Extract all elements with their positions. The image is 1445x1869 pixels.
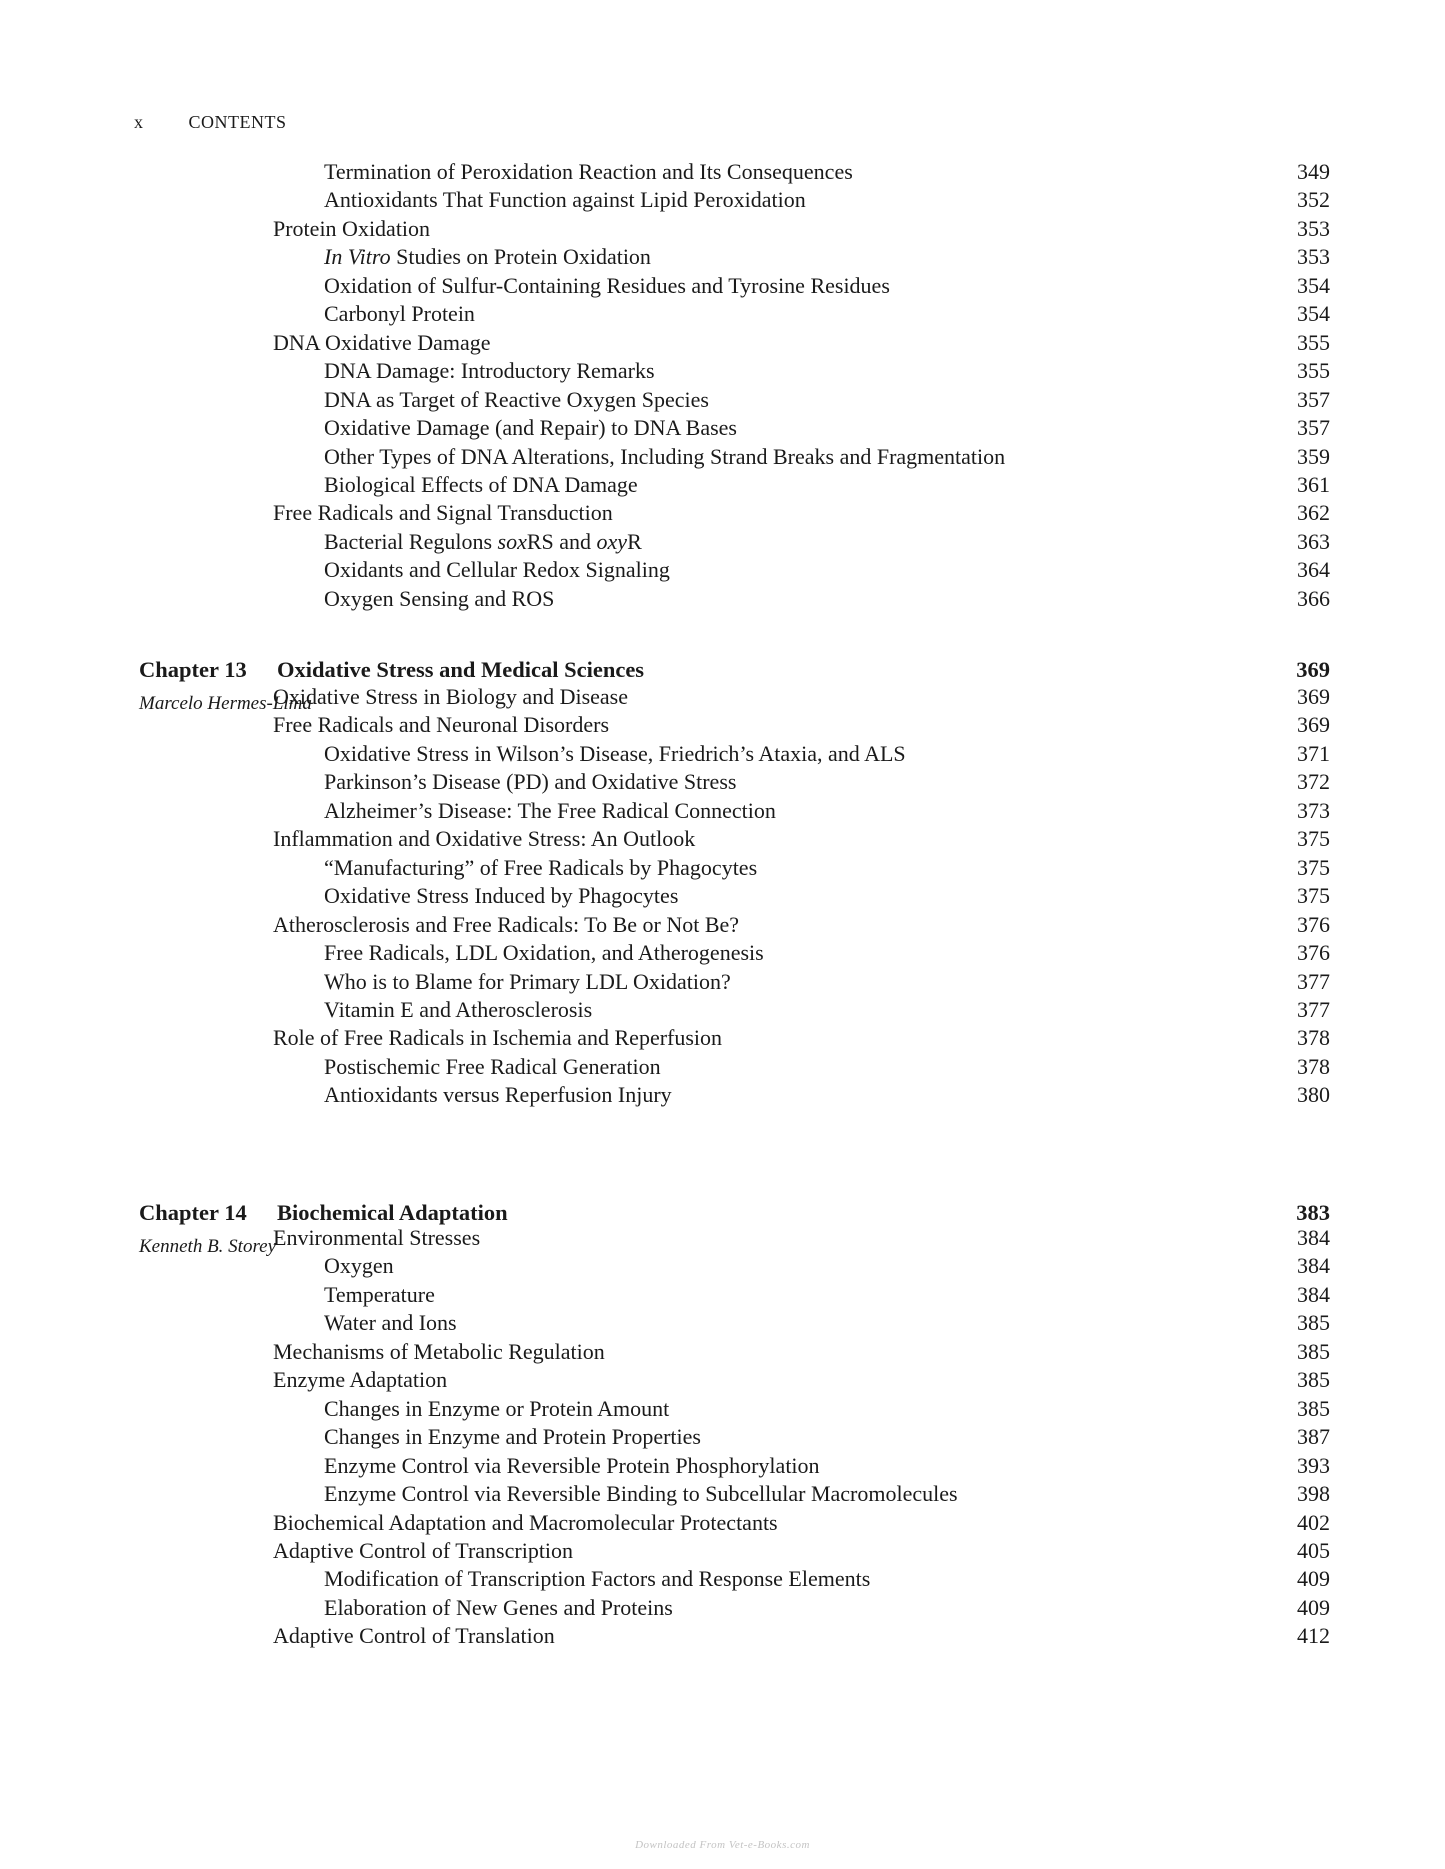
toc-page-number: 387 xyxy=(1297,1424,1330,1450)
toc-entry xyxy=(0,968,1445,996)
toc-entry xyxy=(0,1338,1445,1366)
toc-page-number: 385 xyxy=(1297,1395,1330,1421)
toc-entry-title: DNA Oxidative Damage xyxy=(273,329,491,355)
toc-entry xyxy=(0,471,1445,499)
toc-page-number: 354 xyxy=(1297,301,1330,327)
toc-entry-title: Protein Oxidation xyxy=(273,215,431,241)
toc-entry xyxy=(0,528,1445,556)
toc-entry-title: Who is to Blame for Primary LDL Oxidation? xyxy=(324,968,731,994)
toc-page-number: 362 xyxy=(1297,500,1330,526)
toc-page-number: 384 xyxy=(1297,1253,1330,1279)
toc-page-number: 402 xyxy=(1297,1509,1330,1535)
toc-entry-title: Oxidants and Cellular Redox Signaling xyxy=(324,557,670,583)
toc-entry xyxy=(0,1281,1445,1309)
toc-page-number: 377 xyxy=(1297,996,1330,1022)
toc-entry-title: Enzyme Adaptation xyxy=(273,1367,448,1393)
toc-page-number: 353 xyxy=(1297,244,1330,270)
toc-entry-title: Adaptive Control of Transcription xyxy=(273,1537,574,1563)
toc-entry-title: Free Radicals and Neuronal Disorders xyxy=(273,712,610,738)
toc-entry xyxy=(0,499,1445,527)
toc-entry-title: “Manufacturing” of Free Radicals by Phagocytes xyxy=(324,854,758,880)
toc-entry-title: Biological Effects of DNA Damage xyxy=(324,471,638,497)
toc-entry-title: Temperature xyxy=(324,1281,435,1307)
toc-entry-title: Oxidation of Sulfur-Containing Residues and Tyrosine Residues xyxy=(324,272,890,298)
chapter-page-number: 369 xyxy=(1296,657,1330,682)
toc-entry xyxy=(0,1053,1445,1081)
toc-entry xyxy=(0,1480,1445,1508)
toc-entry xyxy=(0,1081,1445,1109)
toc-page-number: 357 xyxy=(1297,386,1330,412)
toc-entry xyxy=(0,825,1445,853)
chapter-title: Biochemical Adaptation xyxy=(277,1200,508,1225)
toc-entry-title: Parkinson’s Disease (PD) and Oxidative Stress xyxy=(324,769,737,795)
toc-entry xyxy=(0,1537,1445,1565)
toc-entry-title: Termination of Peroxidation Reaction and Its Consequences xyxy=(324,159,853,184)
toc-page-number: 366 xyxy=(1297,585,1330,611)
toc-entry-title: Enzyme Control via Reversible Protein Phosphorylation xyxy=(324,1452,820,1478)
toc-entry-title: Changes in Enzyme or Protein Amount xyxy=(324,1395,670,1421)
toc-page-number: 355 xyxy=(1297,358,1330,384)
toc-entry xyxy=(0,1252,1445,1280)
toc-page-number: 354 xyxy=(1297,272,1330,298)
toc-entry xyxy=(0,357,1445,385)
toc-page-number: 385 xyxy=(1297,1367,1330,1393)
toc-entry-title: Free Radicals and Signal Transduction xyxy=(273,500,613,526)
toc-entry xyxy=(0,300,1445,328)
toc-page-number: 373 xyxy=(1297,797,1330,823)
toc-page-number: 349 xyxy=(1297,159,1330,184)
toc-page-number: 363 xyxy=(1297,528,1330,554)
toc-page-number: 369 xyxy=(1297,712,1330,738)
toc-page-number: 380 xyxy=(1297,1082,1330,1108)
toc-entry-title: Antioxidants That Function against Lipid Peroxidation xyxy=(324,187,806,213)
toc-entry xyxy=(0,711,1445,739)
toc-entry xyxy=(0,414,1445,442)
toc-page-number: 376 xyxy=(1297,911,1330,937)
toc-entry-title: Free Radicals, LDL Oxidation, and Atherogenesis xyxy=(324,940,764,966)
toc-entry-title: In Vitro Studies on Protein Oxidation xyxy=(324,244,651,270)
toc-entry-title: Oxidative Stress in Biology and Disease xyxy=(273,684,629,709)
toc-entry-title: Vitamin E and Atherosclerosis xyxy=(324,996,593,1022)
toc-entry xyxy=(0,768,1445,796)
toc-page-number: 357 xyxy=(1297,415,1330,441)
toc-entry-title: Oxidative Damage (and Repair) to DNA Bases xyxy=(324,415,737,441)
toc-entry-title: Antioxidants versus Reperfusion Injury xyxy=(324,1082,672,1108)
toc-entry-title: Oxidative Stress Induced by Phagocytes xyxy=(324,883,679,909)
toc-entry xyxy=(0,854,1445,882)
toc-page-number: 375 xyxy=(1297,826,1330,852)
toc-entry xyxy=(0,1509,1445,1537)
toc-page-number: 384 xyxy=(1297,1225,1330,1250)
toc-entry xyxy=(0,1224,1445,1252)
toc-entry xyxy=(0,683,1445,711)
toc-entry-title: Oxygen xyxy=(324,1253,394,1279)
toc-page-number: 385 xyxy=(1297,1310,1330,1336)
toc-entry xyxy=(0,1024,1445,1052)
toc-page-number: 409 xyxy=(1297,1594,1330,1620)
toc-entry xyxy=(0,939,1445,967)
toc-page-number: 355 xyxy=(1297,329,1330,355)
toc-entry xyxy=(0,996,1445,1024)
toc-entry xyxy=(0,1452,1445,1480)
toc-entry xyxy=(0,1366,1445,1394)
toc-entry-title: Carbonyl Protein xyxy=(324,301,475,327)
toc-entry-title: Bacterial Regulons soxRS and oxyR xyxy=(324,528,642,554)
toc-entry xyxy=(0,1395,1445,1423)
running-head xyxy=(134,112,287,133)
toc-entry xyxy=(0,158,1445,186)
toc-entry xyxy=(0,911,1445,939)
toc-entry xyxy=(0,882,1445,910)
toc-page-number: 409 xyxy=(1297,1566,1330,1592)
chapter-heading xyxy=(0,656,1445,684)
toc-entry-title: Atherosclerosis and Free Radicals: To Be or Not Be? xyxy=(273,911,740,937)
toc-page-number: 377 xyxy=(1297,968,1330,994)
toc-entry xyxy=(0,556,1445,584)
toc-entry-title: Elaboration of New Genes and Proteins xyxy=(324,1594,673,1620)
toc-page-number: 353 xyxy=(1297,215,1330,241)
chapter-page-number: 383 xyxy=(1296,1200,1330,1225)
toc-page-number: 393 xyxy=(1297,1452,1330,1478)
toc-entry-title: Role of Free Radicals in Ischemia and Reperfusion xyxy=(273,1025,723,1051)
toc-page-number: 405 xyxy=(1297,1537,1330,1563)
toc-entry xyxy=(0,243,1445,271)
toc-page-number: 364 xyxy=(1297,557,1330,583)
toc-entry xyxy=(0,1565,1445,1593)
toc-page-number: 384 xyxy=(1297,1281,1330,1307)
toc-entry-title: Environmental Stresses xyxy=(273,1225,481,1250)
toc-entry-title: Alzheimer’s Disease: The Free Radical Connection xyxy=(324,797,776,823)
toc-page-number: 371 xyxy=(1297,740,1330,766)
toc-entry xyxy=(0,585,1445,613)
toc-page-number: 375 xyxy=(1297,883,1330,909)
watermark: Downloaded From Vet-e-Books.com xyxy=(635,1839,810,1851)
chapter-label: Chapter 13 xyxy=(139,657,247,682)
toc-page-number: 352 xyxy=(1297,187,1330,213)
page-number: x xyxy=(134,112,144,132)
toc-entry xyxy=(0,272,1445,300)
toc-entry-title: Other Types of DNA Alterations, Including Strand Breaks and Fragmentation xyxy=(324,443,1006,469)
toc-entry-title: Adaptive Control of Translation xyxy=(273,1623,555,1649)
toc-entry xyxy=(0,386,1445,414)
toc-entry xyxy=(0,1423,1445,1451)
toc-page-number: 398 xyxy=(1297,1481,1330,1507)
toc-entry xyxy=(0,186,1445,214)
toc-page-number: 376 xyxy=(1297,940,1330,966)
toc-page-number: 375 xyxy=(1297,854,1330,880)
toc-entry-title: DNA as Target of Reactive Oxygen Species xyxy=(324,386,709,412)
toc-page-number: 359 xyxy=(1297,443,1330,469)
toc-entry-title: Oxygen Sensing and ROS xyxy=(324,585,555,611)
toc-entry-title: Mechanisms of Metabolic Regulation xyxy=(273,1338,605,1364)
toc-entry-title: Inflammation and Oxidative Stress: An Outlook xyxy=(273,826,696,852)
toc-entry-title: Enzyme Control via Reversible Binding to Subcellular Macromolecules xyxy=(324,1481,958,1507)
toc-entry xyxy=(0,740,1445,768)
toc-entry xyxy=(0,1594,1445,1622)
chapter-author: Marcelo Hermes-Lima xyxy=(139,693,312,714)
chapter-author: Kenneth B. Storey xyxy=(139,1236,277,1257)
chapter-heading xyxy=(0,1199,1445,1227)
toc-page-number: 385 xyxy=(1297,1338,1330,1364)
toc-page-number: 369 xyxy=(1297,684,1330,709)
toc-entry xyxy=(0,1309,1445,1337)
toc-page-number: 361 xyxy=(1297,471,1330,497)
chapter-title: Oxidative Stress and Medical Sciences xyxy=(277,657,645,682)
toc-entry-title: DNA Damage: Introductory Remarks xyxy=(324,358,655,384)
toc-entry xyxy=(0,1622,1445,1650)
toc-entry-title: Changes in Enzyme and Protein Properties xyxy=(324,1424,701,1450)
toc-page-number: 372 xyxy=(1297,769,1330,795)
toc-entry xyxy=(0,443,1445,471)
toc-entry-title: Modification of Transcription Factors and Response Elements xyxy=(324,1566,871,1592)
toc-page-number: 378 xyxy=(1297,1025,1330,1051)
toc-entry-title: Postischemic Free Radical Generation xyxy=(324,1053,661,1079)
toc-page-number: 378 xyxy=(1297,1053,1330,1079)
chapter-label: Chapter 14 xyxy=(139,1200,247,1225)
toc-entry xyxy=(0,329,1445,357)
toc-entry-title: Oxidative Stress in Wilson’s Disease, Friedrich’s Ataxia, and ALS xyxy=(324,740,906,766)
toc-entry xyxy=(0,797,1445,825)
toc-entry-title: Water and Ions xyxy=(324,1310,457,1336)
toc-entry-title: Biochemical Adaptation and Macromolecular Protectants xyxy=(273,1509,778,1535)
toc-page-number: 412 xyxy=(1297,1623,1330,1649)
running-head-title: CONTENTS xyxy=(188,112,287,132)
toc-entry xyxy=(0,215,1445,243)
